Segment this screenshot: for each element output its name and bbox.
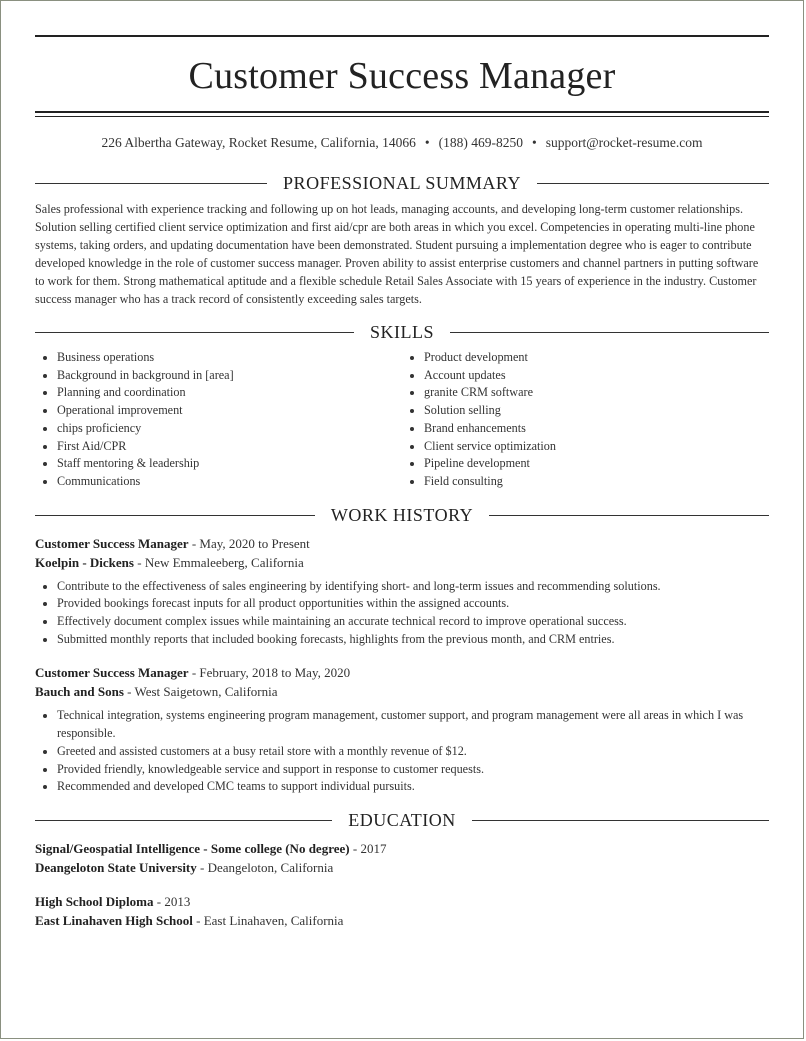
education-school: East Linahaven High School — [35, 912, 193, 928]
section-rule — [450, 332, 769, 333]
skill-item: • Background in background in [area] — [57, 367, 402, 385]
education-school: Deangeloton State University — [35, 859, 197, 875]
education-location: East Linahaven, California — [203, 912, 344, 928]
section-rule — [489, 515, 769, 516]
job-bullets — [35, 578, 769, 649]
job-company: Koelpin - Dickens — [35, 554, 134, 570]
job-bullet: • Technical integration, systems engineering program management, customer support, and program management were all areas in which I was responsible. — [57, 707, 769, 742]
contact-address: 226 Albertha Gateway, Rocket Resume, California, 14066 — [101, 135, 416, 150]
education-entry — [35, 892, 769, 930]
job-title-line: Customer Success Manager - February, 2018 to May, 2020 — [35, 665, 351, 681]
section-header-skills — [35, 322, 769, 343]
education-year: 2013 — [164, 893, 191, 909]
section-title-skills: SKILLS — [370, 322, 435, 342]
section-header-work — [35, 505, 769, 526]
section-rule — [35, 332, 354, 333]
job-bullet: • Provided friendly, knowledgeable service and support in response to customer requests. — [57, 761, 769, 779]
contact-separator: • — [532, 135, 537, 150]
education-year: 2017 — [360, 840, 387, 856]
section-header-education — [35, 810, 769, 831]
job-title: Customer Success Manager — [35, 665, 189, 681]
skill-item: • Communications — [57, 473, 402, 491]
section-rule — [537, 183, 769, 184]
job-company-line: Koelpin - Dickens - New Emmaleeberg, California — [35, 554, 304, 570]
skill-item: • Operational improvement — [57, 402, 402, 420]
work-entry — [35, 534, 769, 649]
job-bullet: • Greeted and assisted customers at a busy retail store with a monthly revenue of $12. — [57, 743, 769, 761]
skill-item: • First Aid/CPR — [57, 438, 402, 456]
skill-item: • chips proficiency — [57, 420, 402, 438]
skills-column-left — [35, 349, 402, 491]
education-degree-line: High School Diploma - 2013 — [35, 893, 191, 909]
name-double-rule — [35, 111, 769, 117]
section-rule — [35, 183, 267, 184]
section-rule — [35, 515, 315, 516]
section-header-summary — [35, 173, 769, 194]
education-entry — [35, 839, 769, 877]
job-company-line: Bauch and Sons - West Saigetown, California — [35, 684, 278, 700]
education-degree-line: Signal/Geospatial Intelligence - Some college (No degree) - 2017 — [35, 840, 387, 856]
job-location: West Saigetown, California — [134, 684, 278, 700]
summary-text: Sales professional with experience tracking and following up on hot leads, managing accounts, and developing long-term customer relationships. Solution selling certified client service optimization and first aid/cpr are both areas in which you excel. Competencies in operating multi-line phone systems, taking orders, and updating documentation have been demonstrated. Student pursuing a implementation degree who is eager to contribute developed knowledge in the role of customer success manager. Proven ability to assist enterprise customers and channel partners in putting software to work for them. Strong mathematical aptitude and a flexible schedule Retail Sales Associate with 15 years of experience in the industry. Customer success manager who has a track record of consistently exceeding sales targets. — [35, 202, 759, 306]
job-bullet: • Submitted monthly reports that included booking forecasts, highlights from the previous month, and CRM entries. — [57, 631, 769, 649]
job-dates: February, 2018 to May, 2020 — [199, 665, 351, 681]
education-degree: Signal/Geospatial Intelligence - Some college (No degree) — [35, 840, 350, 856]
job-bullet: • Contribute to the effectiveness of sales engineering by identifying short- and long-term issues and recommending solutions. — [57, 578, 769, 596]
section-title-summary: PROFESSIONAL SUMMARY — [283, 173, 521, 193]
job-dates: May, 2020 to Present — [199, 535, 310, 551]
skills-list — [35, 349, 769, 491]
skill-item: • Solution selling — [424, 402, 769, 420]
contact-email: support@rocket-resume.com — [545, 135, 703, 150]
skills-column-right — [402, 349, 769, 491]
skill-item: • Account updates — [424, 367, 769, 385]
section-rule — [35, 820, 332, 821]
skill-item: • Brand enhancements — [424, 420, 769, 438]
skill-item: • Planning and coordination — [57, 384, 402, 402]
job-bullet: • Provided bookings forecast inputs for all product opportunities within the assigned accounts. — [57, 595, 769, 613]
skill-item: • Pipeline development — [424, 455, 769, 473]
skill-item: • Product development — [424, 349, 769, 367]
top-rule — [35, 35, 769, 37]
skill-item: • granite CRM software — [424, 384, 769, 402]
education-school-line: East Linahaven High School - East Linahaven, California — [35, 912, 344, 928]
contact-separator: • — [424, 135, 430, 150]
section-title-education: EDUCATION — [348, 809, 456, 830]
job-title-line: Customer Success Manager - May, 2020 to Present — [35, 535, 310, 551]
job-company: Bauch and Sons — [35, 684, 124, 700]
skill-item: • Field consulting — [424, 473, 769, 491]
education-school-line: Deangeloton State University - Deangeloton, California — [35, 859, 334, 875]
education-degree: High School Diploma — [35, 893, 154, 909]
job-title: Customer Success Manager — [35, 535, 189, 551]
work-entry — [35, 663, 769, 796]
contact-line — [35, 135, 769, 151]
education-location: Deangeloton, California — [207, 859, 334, 875]
resume-content — [35, 35, 769, 930]
job-bullet: • Recommended and developed CMC teams to support individual pursuits. — [57, 778, 769, 796]
job-bullets — [35, 707, 769, 796]
job-location: New Emmaleeberg, California — [144, 554, 304, 570]
resume-name: Customer Success Manager — [188, 55, 616, 97]
skill-item: • Client service optimization — [424, 438, 769, 456]
skill-item: • Staff mentoring & leadership — [57, 455, 402, 473]
skill-item: • Business operations — [57, 349, 402, 367]
contact-phone: (188) 469-8250 — [438, 135, 524, 150]
section-rule — [472, 820, 769, 821]
job-bullet: • Effectively document complex issues while maintaining an accurate technical record to improve operational success. — [57, 613, 769, 631]
section-title-work: WORK HISTORY — [330, 504, 474, 525]
